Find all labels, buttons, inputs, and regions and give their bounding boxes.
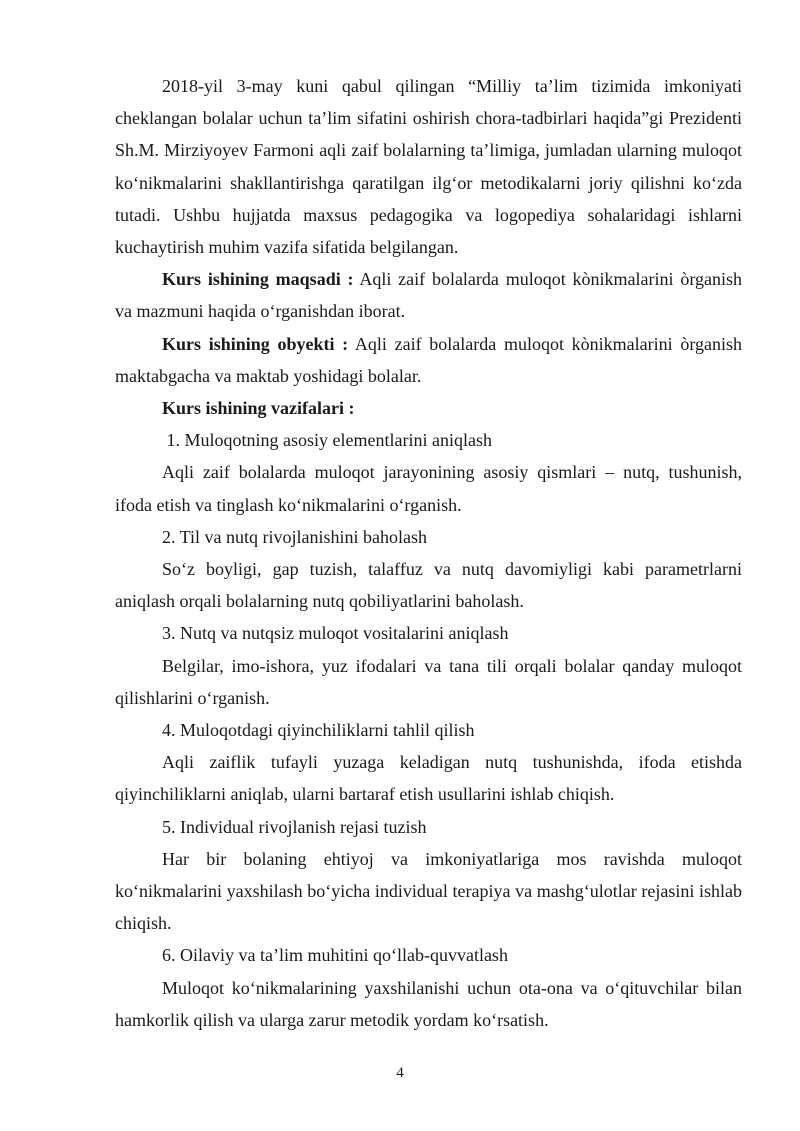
- tasks-heading: Kurs ishining vazifalari :: [162, 398, 355, 419]
- task-item-3: [115, 617, 742, 714]
- document-page: [115, 70, 742, 1036]
- task-item-6: [115, 939, 742, 1036]
- task-title: 3. Nutq va nutqsiz muloqot vositalarini aniqlash: [162, 623, 509, 644]
- task-description: Belgilar, imo-ishora, yuz ifodalari va tana tili orqali bolalar qanday muloqot qilishlarini o‘rganish.: [115, 655, 742, 708]
- object-paragraph: [115, 328, 742, 392]
- task-item-5: [115, 811, 742, 940]
- task-title: 6. Oilaviy va ta’lim muhitini qo‘llab-quvvatlash: [162, 945, 508, 966]
- task-description: Aqli zaiflik tufayli yuzaga keladigan nutq tushunishda, ifoda etishda qiyinchiliklarni aniqlab, ularni bartaraf etish usullarini ishlab chiqish.: [115, 752, 742, 805]
- task-title: 4. Muloqotdagi qiyinchiliklarni tahlil qilish: [162, 720, 475, 741]
- page-number: 4: [396, 1065, 404, 1081]
- task-item-4: [115, 714, 742, 811]
- task-item-1: [115, 424, 742, 521]
- goal-text: Aqli zaif bolalarda muloqot kònikmalarini òrganish va mazmuni haqida o‘rganishdan iborat.: [115, 269, 743, 322]
- goal-paragraph: [115, 263, 742, 327]
- task-description: Muloqot ko‘nikmalarining yaxshilanishi uchun ota-ona va o‘qituvchilar bilan hamkorlik qilish va ularga zarur metodik yordam ko‘rsatish.: [115, 977, 742, 1030]
- task-title: 2. Til va nutq rivojlanishini baholash: [162, 526, 428, 547]
- task-title: 1. Muloqotning asosiy elementlarini aniqlash: [162, 430, 492, 451]
- task-description: So‘z boyligi, gap tuzish, talaffuz va nutq davomiyligi kabi parametrlarni aniqlash orqali bolalarning nutq qobiliyatlarini baholash.: [115, 559, 742, 612]
- object-label: Kurs ishining obyekti :: [162, 333, 349, 354]
- object-text: Aqli zaif bolalarda muloqot kònikmalarini òrganish maktabgacha va maktab yoshidagi bolalar.: [115, 333, 743, 386]
- intro-paragraph: 2018-yil 3-may kuni qabul qilingan “Milliy ta’lim tizimida imkoniyati cheklangan bolalar uchun ta’lim sifatini oshirish chora-tadbirlari haqida”gi Prezidenti Sh.M. Mirziyoyev Farmoni aqli zaif bolalarning ta’limiga, jumladan ularning muloqot ko‘nikmalarini shakllantirishga qaratilgan ilg‘or metodikalarni joriy qilishni ko‘zda tutadi. Ushbu hujjatda maxsus pedagogika va logopediya sohalaridagi ishlarni kuchaytirish muhim vazifa sifatida belgilangan.: [115, 76, 742, 258]
- task-item-2: [115, 521, 742, 618]
- goal-label: Kurs ishining maqsadi :: [162, 269, 354, 290]
- task-description: Har bir bolaning ehtiyoj va imkoniyatlariga mos ravishda muloqot ko‘nikmalarini yaxshilash bo‘yicha individual terapiya va mashg‘ulotlar rejasini ishlab chiqish.: [115, 848, 742, 934]
- task-title: 5. Individual rivojlanish rejasi tuzish: [162, 816, 427, 837]
- task-description: Aqli zaif bolalarda muloqot jarayonining asosiy qismlari – nutq, tushunish, ifoda etish va tinglash ko‘nikmalarini o‘rganish.: [115, 462, 742, 515]
